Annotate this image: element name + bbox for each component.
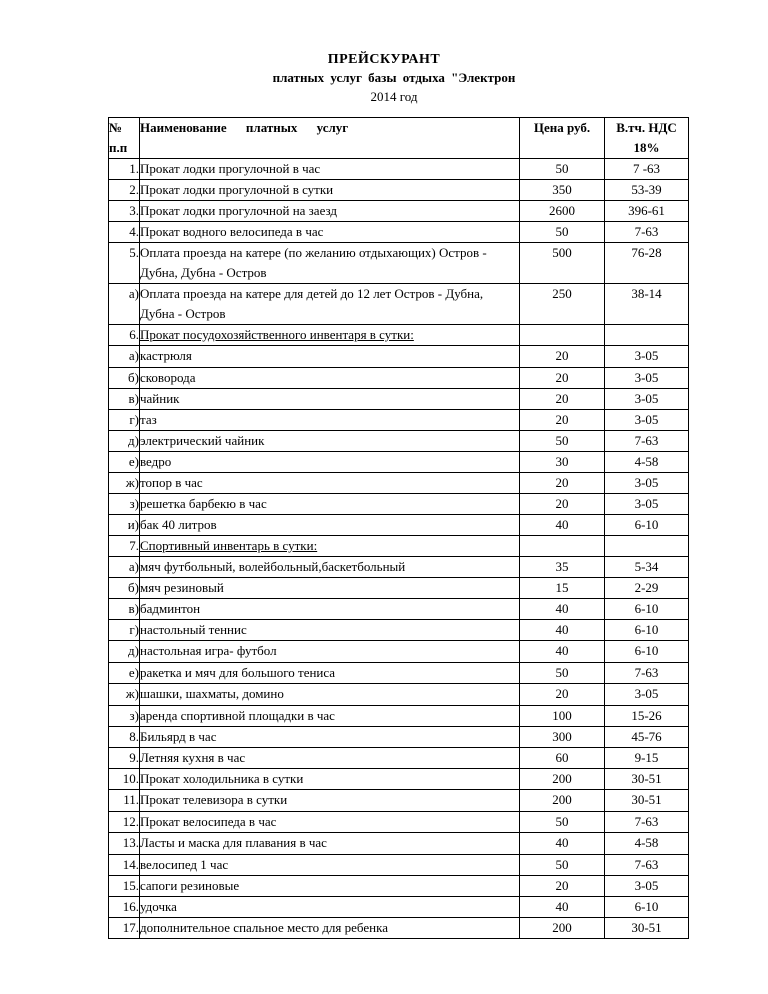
row-service-name: чайник [140,389,520,410]
row-price: 500 [520,243,605,284]
table-row [109,389,689,410]
table-row [109,599,689,620]
row-number: 12. [109,812,140,833]
row-vat: 53-39 [605,180,689,201]
row-vat: 38-14 [605,284,689,325]
row-service-name: Прокат лодки прогулочной в час [140,159,520,180]
row-price: 40 [520,833,605,855]
row-price: 60 [520,748,605,769]
header-vat: В.тч. НДС 18% [605,118,689,159]
row-number: 6. [109,325,140,346]
row-vat: 6-10 [605,897,689,918]
row-number: 4. [109,222,140,243]
row-price: 50 [520,663,605,684]
table-row [109,368,689,389]
table-row [109,410,689,431]
row-vat [605,325,689,346]
row-service-name: шашки, шахматы, домино [140,684,520,706]
row-number: 10. [109,769,140,790]
row-number: 11. [109,790,140,812]
row-price: 20 [520,389,605,410]
row-price: 350 [520,180,605,201]
row-price: 20 [520,368,605,389]
row-number: д) [109,641,140,663]
table-row [109,201,689,222]
row-number: ж) [109,473,140,494]
table-row [109,159,689,180]
row-price: 40 [520,515,605,536]
table-row [109,727,689,748]
row-vat: 7 -63 [605,159,689,180]
row-service-name: Летняя кухня в час [140,748,520,769]
row-vat: 3-05 [605,876,689,897]
row-number: ж) [109,684,140,706]
row-vat: 3-05 [605,410,689,431]
row-vat: 396-61 [605,201,689,222]
row-number: 13. [109,833,140,855]
row-service-name: Прокат холодильника в сутки [140,769,520,790]
row-service-name: Прокат лодки прогулочной на заезд [140,201,520,222]
row-service-name: Прокат водного велосипеда в час [140,222,520,243]
row-price: 250 [520,284,605,325]
row-number: а) [109,346,140,368]
row-service-name: ракетка и мяч для большого тениса [140,663,520,684]
row-price [520,536,605,557]
row-number: 2. [109,180,140,201]
table-row [109,325,689,346]
row-vat: 15-26 [605,706,689,727]
row-price: 50 [520,812,605,833]
row-vat: 30-51 [605,769,689,790]
row-vat: 4-58 [605,833,689,855]
row-service-name: бадминтон [140,599,520,620]
row-service-name: аренда спортивной площадки в час [140,706,520,727]
row-service-name: кастрюля [140,346,520,368]
table-row [109,855,689,876]
row-number: 8. [109,727,140,748]
row-vat: 9-15 [605,748,689,769]
table-row [109,515,689,536]
row-vat: 76-28 [605,243,689,284]
row-price: 200 [520,769,605,790]
row-service-name: электрический чайник [140,431,520,452]
row-price: 20 [520,410,605,431]
row-price: 15 [520,578,605,599]
row-price: 30 [520,452,605,473]
row-service-name: сапоги резиновые [140,876,520,897]
row-vat: 3-05 [605,684,689,706]
row-vat: 30-51 [605,918,689,939]
table-row [109,473,689,494]
row-vat: 3-05 [605,346,689,368]
table-row [109,769,689,790]
document-subtitle: платных услуг базы отдыха "Электрон [272,70,516,85]
row-price: 40 [520,641,605,663]
row-number: 15. [109,876,140,897]
table-row [109,641,689,663]
row-vat: 3-05 [605,389,689,410]
row-price: 50 [520,222,605,243]
row-number: а) [109,557,140,578]
table-row [109,180,689,201]
table-row [109,790,689,812]
table-row [109,918,689,939]
row-vat: 7-63 [605,855,689,876]
row-service-name: настольный теннис [140,620,520,641]
row-vat: 7-63 [605,812,689,833]
header-name: Наименование платных услуг [140,118,520,159]
table-row [109,494,689,515]
row-price [520,325,605,346]
row-vat: 3-05 [605,473,689,494]
document-year: 2014 год [370,89,418,104]
row-price: 20 [520,346,605,368]
row-number: з) [109,494,140,515]
row-service-name: топор в час [140,473,520,494]
row-vat: 30-51 [605,790,689,812]
row-vat: 6-10 [605,620,689,641]
row-price: 40 [520,897,605,918]
row-number: 5. [109,243,140,284]
row-number: е) [109,663,140,684]
table-row [109,578,689,599]
row-vat: 7-63 [605,431,689,452]
table-row [109,706,689,727]
row-number: 3. [109,201,140,222]
table-row [109,620,689,641]
row-price: 20 [520,473,605,494]
header-number: № п.п [109,118,140,159]
table-row [109,284,689,325]
row-number: з) [109,706,140,727]
table-row [109,431,689,452]
row-service-name: велосипед 1 час [140,855,520,876]
row-service-name: настольная игра- футбол [140,641,520,663]
row-price: 20 [520,494,605,515]
row-service-name: Оплата проезда на катере (по желанию отдыхающих) Остров - Дубна, Дубна - Остров [140,243,520,284]
row-number: е) [109,452,140,473]
row-service-name: решетка барбекю в час [140,494,520,515]
table-header-row [109,118,689,159]
row-service-name: Прокат велосипеда в час [140,812,520,833]
row-number: г) [109,410,140,431]
row-service-name: Спортивный инвентарь в сутки: [140,536,520,557]
row-price: 20 [520,876,605,897]
row-price: 200 [520,918,605,939]
row-service-name: мяч футбольный, волейбольный,баскетбольный [140,557,520,578]
row-service-name: ведро [140,452,520,473]
row-price: 40 [520,620,605,641]
row-service-name: удочка [140,897,520,918]
price-table [108,117,689,939]
row-number: а) [109,284,140,325]
row-vat: 45-76 [605,727,689,748]
table-row [109,222,689,243]
document-title: ПРЕЙСКУРАНТ [327,52,441,67]
table-row [109,452,689,473]
row-price: 35 [520,557,605,578]
row-vat: 6-10 [605,515,689,536]
row-service-name: Прокат лодки прогулочной в сутки [140,180,520,201]
row-price: 2600 [520,201,605,222]
row-number: и) [109,515,140,536]
row-vat: 6-10 [605,641,689,663]
table-row [109,897,689,918]
table-row [109,812,689,833]
table-row [109,557,689,578]
row-vat: 3-05 [605,494,689,515]
row-vat: 3-05 [605,368,689,389]
row-service-name: мяч резиновый [140,578,520,599]
row-vat: 7-63 [605,663,689,684]
row-price: 100 [520,706,605,727]
table-row [109,663,689,684]
row-vat [605,536,689,557]
row-service-name: Бильярд в час [140,727,520,748]
row-number: б) [109,368,140,389]
table-row [109,876,689,897]
table-row [109,536,689,557]
row-vat: 7-63 [605,222,689,243]
row-number: 9. [109,748,140,769]
row-price: 50 [520,159,605,180]
table-row [109,833,689,855]
row-price: 300 [520,727,605,748]
header-price: Цена руб. [520,118,605,159]
row-vat: 6-10 [605,599,689,620]
row-number: 7. [109,536,140,557]
row-number: д) [109,431,140,452]
row-number: 1. [109,159,140,180]
row-vat: 4-58 [605,452,689,473]
table-row [109,346,689,368]
row-service-name: сковорода [140,368,520,389]
row-price: 20 [520,684,605,706]
table-row [109,684,689,706]
row-service-name: Оплата проезда на катере для детей до 12 лет Остров - Дубна, Дубна - Остров [140,284,520,325]
row-number: 16. [109,897,140,918]
row-service-name: таз [140,410,520,431]
row-number: г) [109,620,140,641]
row-service-name: дополнительное спальное место для ребенка [140,918,520,939]
row-price: 50 [520,431,605,452]
row-number: в) [109,599,140,620]
row-number: 17. [109,918,140,939]
row-number: б) [109,578,140,599]
row-price: 200 [520,790,605,812]
row-price: 50 [520,855,605,876]
row-number: 14. [109,855,140,876]
table-row [109,243,689,284]
row-price: 40 [520,599,605,620]
row-service-name: бак 40 литров [140,515,520,536]
row-service-name: Прокат посудохозяйственного инвентаря в сутки: [140,325,520,346]
row-vat: 5-34 [605,557,689,578]
row-number: в) [109,389,140,410]
row-vat: 2-29 [605,578,689,599]
row-service-name: Прокат телевизора в сутки [140,790,520,812]
table-row [109,748,689,769]
row-service-name: Ласты и маска для плавания в час [140,833,520,855]
